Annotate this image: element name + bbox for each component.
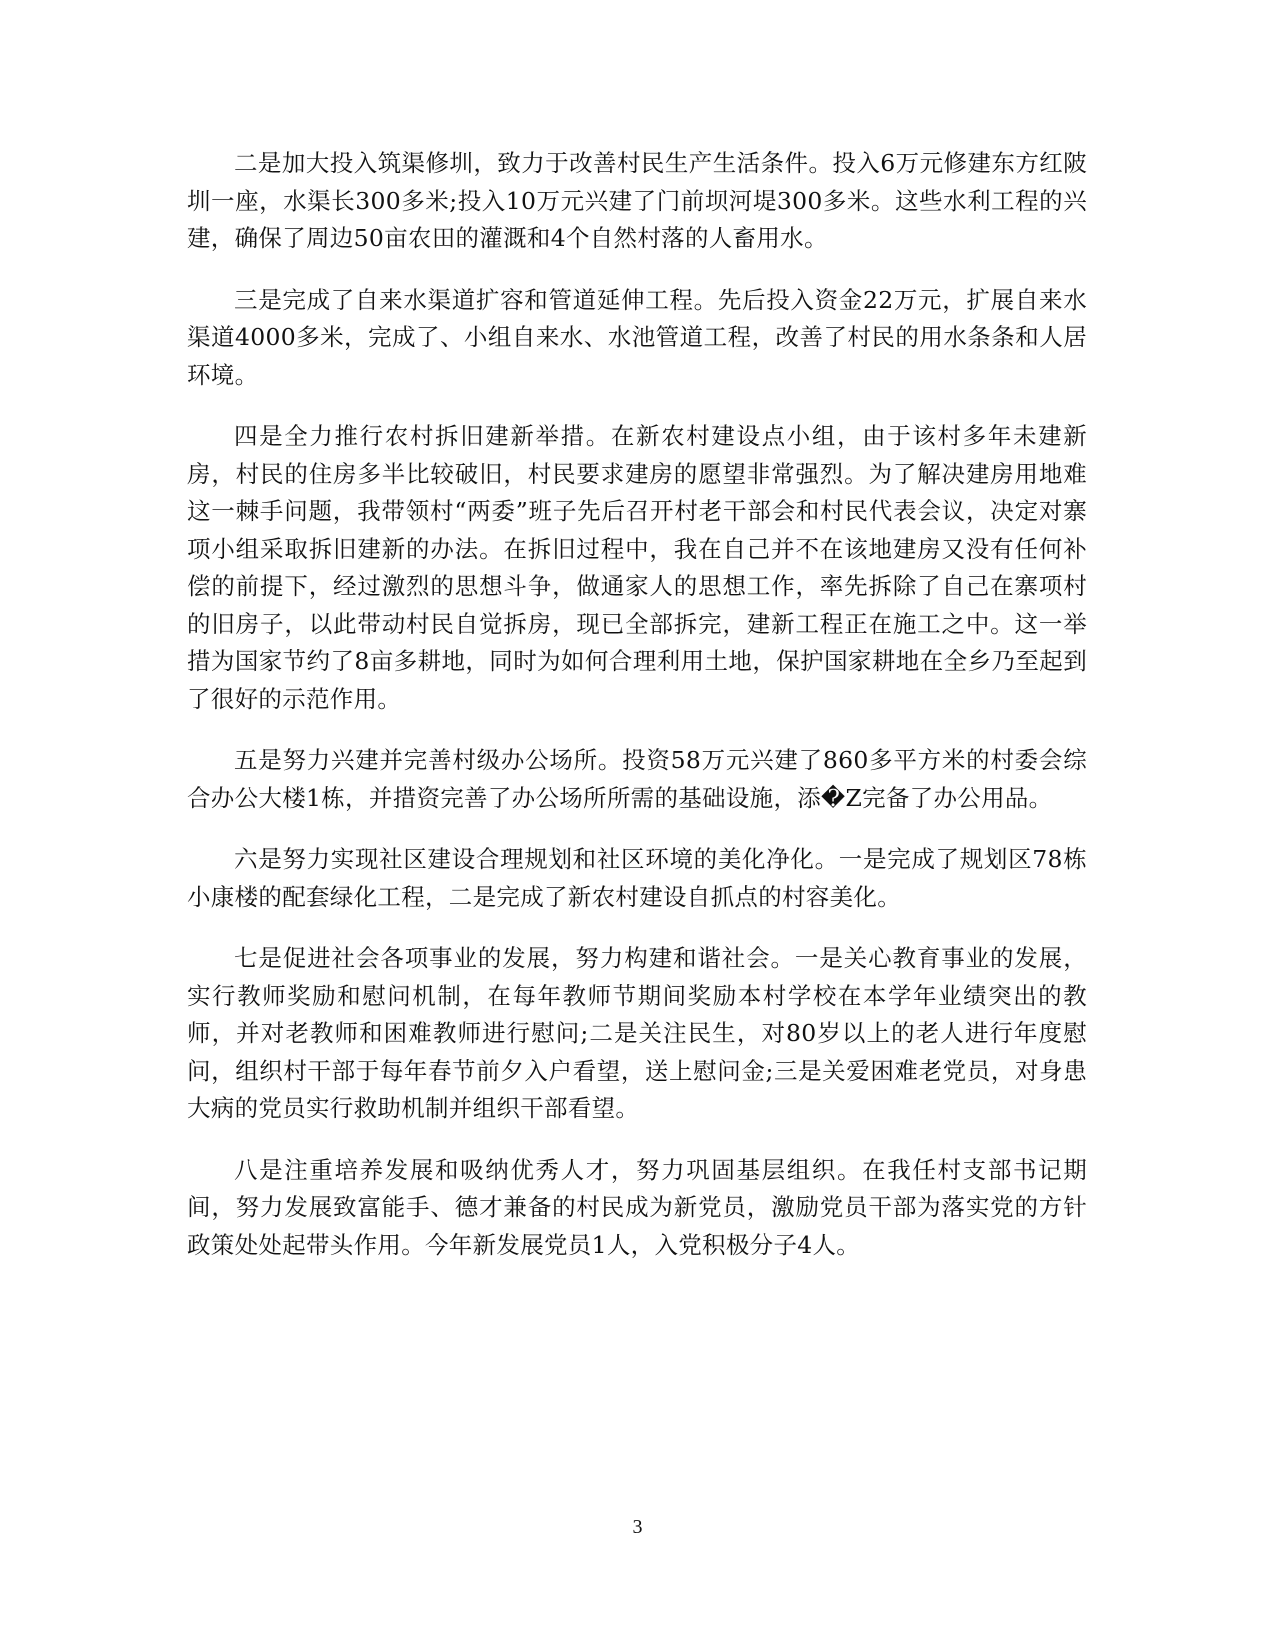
document-body bbox=[187, 145, 1087, 1288]
paragraph-social-development: 七是促进社会各项事业的发展，努力构建和谐社会。一是关心教育事业的发展，实行教师奖励和慰问机制，在每年教师节期间奖励本村学校在本学年业绩突出的教师，并对老教师和困难教师进行慰问;二是关注民生，对80岁以上的老人进行年度慰问，组织村干部于每年春节前夕入户看望，送上慰问金;三是关爱困难老党员，对身患大病的党员实行救助机制并组织干部看望。 bbox=[187, 944, 1087, 1122]
paragraph-community-planning: 六是努力实现社区建设合理规划和社区环境的美化净化。一是完成了规划区78栋小康楼的配套绿化工程，二是完成了新农村建设自抓点的村容美化。 bbox=[187, 845, 1087, 911]
paragraph-office-building: 五是努力兴建并完善村级办公场所。投资58万元兴建了860多平方米的村委会综合办公大楼1栋，并措资完善了办公场所所需的基础设施，添�Z完备了办公用品。 bbox=[187, 746, 1087, 812]
page-number: 3 bbox=[632, 1516, 643, 1538]
paragraph-housing-rebuild: 四是全力推行农村拆旧建新举措。在新农村建设点小组，由于该村多年未建新房，村民的住房多半比较破旧，村民要求建房的愿望非常强烈。为了解决建房用地难这一棘手问题，我带领村“两委”班子先后召开村老干部会和村民代表会议，决定对寨项小组采取拆旧建新的办法。在拆旧过程中，我在自己并不在该地建房又没有任何补偿的前提下，经过激烈的思想斗争，做通家人的思想工作，率先拆除了自己在寨项村的旧房子，以此带动村民自觉拆房，现已全部拆完，建新工程正在施工之中。这一举措为国家节约了8亩多耕地，同时为如何合理利用土地，保护国家耕地在全乡乃至起到了很好的示范作用。 bbox=[187, 422, 1087, 713]
paragraph-party-organization: 八是注重培养发展和吸纳优秀人才，努力巩固基层组织。在我任村支部书记期间，努力发展致富能手、德才兼备的村民成为新党员，激励党员干部为落实党的方针政策处处起带头作用。今年新发展党员1人，入党积极分子4人。 bbox=[187, 1155, 1087, 1259]
paragraph-irrigation: 二是加大投入筑渠修圳，致力于改善村民生产生活条件。投入6万元修建东方红陂圳一座，水渠长300多米;投入10万元兴建了门前坝河堤300多米。这些水利工程的兴建，确保了周边50亩农田的灌溉和4个自然村落的人畜用水。 bbox=[187, 149, 1087, 252]
paragraph-water-supply: 三是完成了自来水渠道扩容和管道延伸工程。先后投入资金22万元，扩展自来水渠道4000多米，完成了、小组自来水、水池管道工程，改善了村民的用水条条和人居环境。 bbox=[187, 285, 1087, 389]
